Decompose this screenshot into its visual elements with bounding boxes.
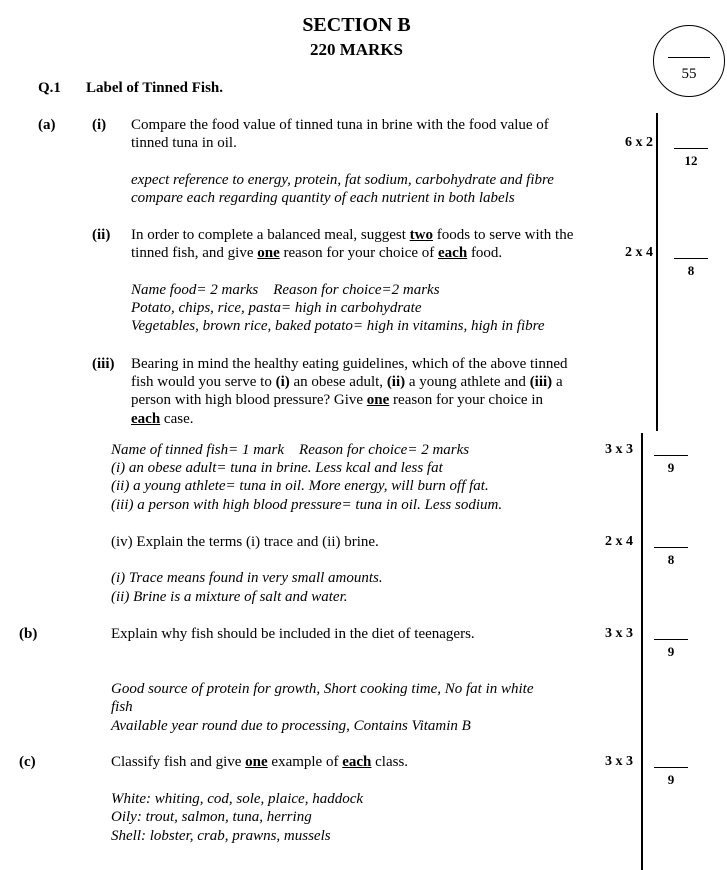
part-a-iv-answer2: (ii) Brine is a mixture of salt and water. bbox=[111, 589, 348, 605]
part-a-iii-answer1: Name of tinned fish= 1 mark Reason for choice= 2 marks bbox=[111, 442, 470, 458]
part-a-ii-question-line1: In order to complete a balanced meal, suggest two foods to serve with the bbox=[131, 227, 574, 243]
part-b-mark: 3 x 3 bbox=[605, 626, 633, 641]
part-a-ii-answer1: Name food= 2 marks Reason for choice=2 marks bbox=[131, 282, 440, 298]
part-a-ii-score-value: 8 bbox=[687, 263, 695, 279]
margin-rule-upper bbox=[656, 113, 658, 431]
part-a-iii-mark: 3 x 3 bbox=[605, 442, 633, 457]
part-a-iii-answer2: (i) an obese adult= tuna in brine. Less kcal and less fat bbox=[111, 460, 443, 476]
part-a-iv-score bbox=[654, 547, 688, 568]
total-marks-circle bbox=[653, 25, 725, 97]
part-a-i-question-line1: Compare the food value of tinned tuna in brine with the food value of bbox=[131, 117, 549, 133]
part-a-iii-question-line1: Bearing in mind the healthy eating guidelines, which of the above tinned bbox=[131, 356, 568, 372]
part-c-question: Classify fish and give one example of each class. bbox=[111, 754, 409, 770]
part-a-ii-question-line2: tinned fish, and give one reason for your choice of each food. bbox=[131, 245, 503, 261]
margin-rule-lower bbox=[641, 433, 643, 870]
part-c-score bbox=[654, 767, 688, 788]
part-a-iv-question: (iv) Explain the terms (i) trace and (ii) brine. bbox=[111, 534, 379, 550]
part-a-iii-label: (iii) bbox=[92, 356, 115, 372]
part-b-label: (b) bbox=[19, 626, 38, 642]
part-b-score-value: 9 bbox=[667, 644, 675, 660]
part-a-ii-score bbox=[674, 258, 708, 279]
part-c-label: (c) bbox=[19, 754, 36, 770]
part-a-iii-question-line3: person with high blood pressure? Give one reason for your choice in bbox=[131, 392, 543, 408]
part-a-iii-score bbox=[654, 455, 688, 476]
part-a-ii-label: (ii) bbox=[92, 227, 111, 243]
question-title: Label of Tinned Fish. bbox=[86, 80, 223, 96]
part-a-iii-answer3: (ii) a young athlete= tuna in oil. More energy, will burn off fat. bbox=[111, 478, 489, 494]
part-a-iii-question-line2: fish would you serve to (i) an obese adult, (ii) a young athlete and (iii) a bbox=[131, 374, 563, 390]
part-a-i-score bbox=[674, 148, 708, 169]
part-a-i-score-value: 12 bbox=[684, 153, 698, 169]
part-b-question: Explain why fish should be included in the diet of teenagers. bbox=[111, 626, 475, 642]
part-a-ii-mark: 2 x 4 bbox=[625, 245, 653, 260]
part-a-i-answer1: expect reference to energy, protein, fat sodium, carbohydrate and fibre bbox=[131, 172, 554, 188]
part-c-answer1: White: whiting, cod, sole, plaice, haddock bbox=[111, 791, 364, 807]
part-b-score bbox=[654, 639, 688, 660]
section-marks: 220 MARKS bbox=[309, 40, 404, 59]
question-number: Q.1 bbox=[38, 80, 61, 96]
part-a-i-answer2: compare each regarding quantity of each nutrient in both labels bbox=[131, 190, 515, 206]
circle-rule bbox=[668, 57, 710, 58]
part-a-iii-answer4: (iii) a person with high blood pressure= tuna in oil. Less sodium. bbox=[111, 497, 503, 513]
part-c-answer2: Oily: trout, salmon, tuna, herring bbox=[111, 809, 312, 825]
part-a-i-mark: 6 x 2 bbox=[625, 135, 653, 150]
part-c-answer3: Shell: lobster, crab, prawns, mussels bbox=[111, 828, 331, 844]
part-c-score-value: 9 bbox=[667, 772, 675, 788]
circle-total: 55 bbox=[681, 66, 697, 82]
part-b-answer3: Available year round due to processing, Contains Vitamin B bbox=[111, 718, 471, 734]
part-a-iv-score-value: 8 bbox=[667, 552, 675, 568]
section-title: SECTION B bbox=[302, 14, 411, 36]
part-a-label: (a) bbox=[38, 117, 56, 133]
part-b-answer2: fish bbox=[111, 699, 133, 715]
part-a-ii-answer3: Vegetables, brown rice, baked potato= high in vitamins, high in fibre bbox=[131, 318, 545, 334]
part-c-mark: 3 x 3 bbox=[605, 754, 633, 769]
part-a-ii-answer2: Potato, chips, rice, pasta= high in carbohydrate bbox=[131, 300, 422, 316]
part-b-answer1: Good source of protein for growth, Short cooking time, No fat in white bbox=[111, 681, 534, 697]
part-a-iii-score-value: 9 bbox=[667, 460, 675, 476]
part-a-i-label: (i) bbox=[92, 117, 107, 133]
part-a-iv-answer1: (i) Trace means found in very small amounts. bbox=[111, 570, 383, 586]
part-a-iv-mark: 2 x 4 bbox=[605, 534, 633, 549]
part-a-iii-question-line4: each case. bbox=[131, 411, 194, 427]
part-a-i-question-line2: tinned tuna in oil. bbox=[131, 135, 237, 151]
